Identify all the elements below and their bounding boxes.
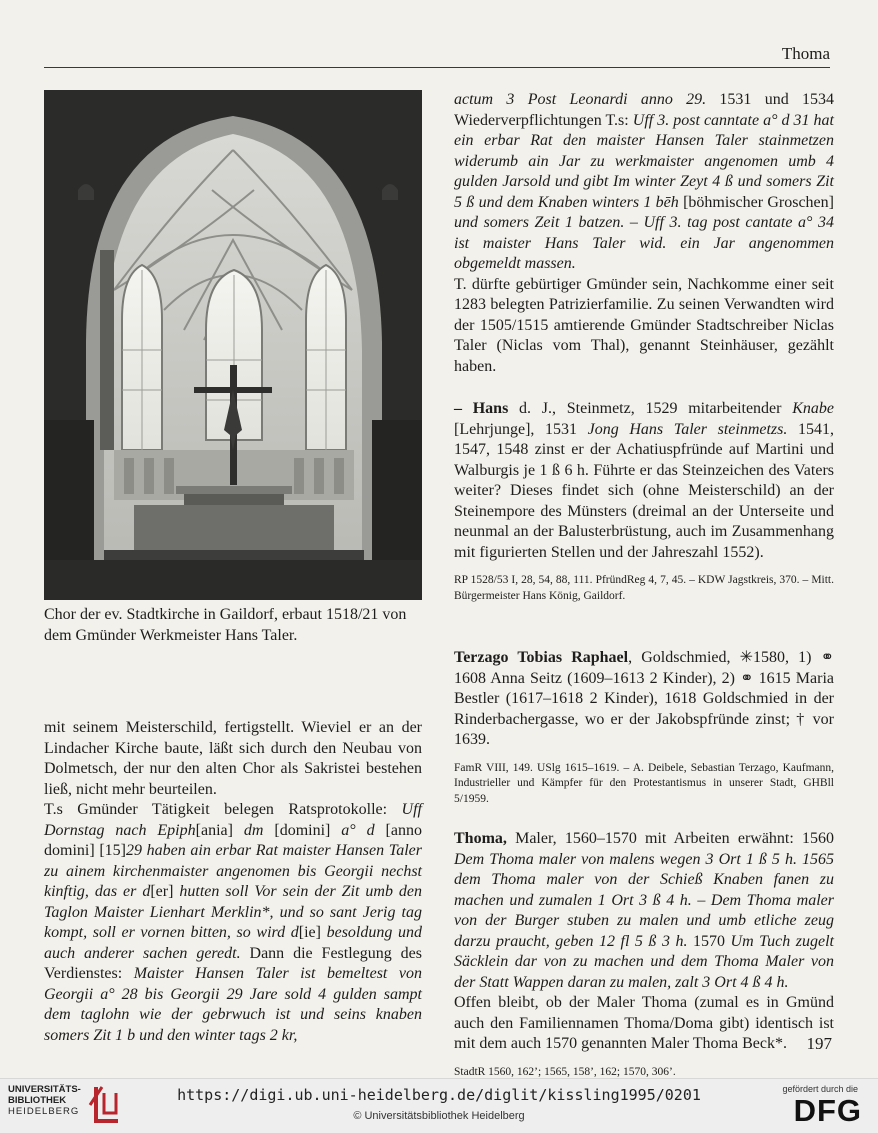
running-head: Thoma [781,44,830,63]
references: FamR VIII, 149. USlg 1615–1619. – A. Deibele, Sebastian Terzago, Kaufmann, Industrieller und Kämpfer für den Protestantismus in unserer Stadt, GHBll 5/1959. [454,761,834,805]
church-choir-photo [44,90,422,600]
document-url-link[interactable]: https://digi.ub.uni-heidelberg.de/diglit/kissling1995/0201 [177,1086,701,1104]
references: StadtR 1560, 162’; 1565, 158’, 162; 1570, 306’. [454,1065,676,1078]
viewer-footer [0,1078,878,1133]
references: RP 1528/53 I, 28, 54, 88, 111. PfründReg 4, 7, 45. – KDW Jagstkreis, 370. – Mitt. Bürgermeister Hans König, Gaildorf. [454,574,834,602]
right-column-text [454,90,834,1080]
photo-caption: Chor der ev. Stadtkirche in Gaildorf, erbaut 1518/21 von dem Gmünder Werkmeister Hans Taler. [44,606,407,644]
header-rule [44,67,830,68]
funder-label: gefördert durch die [782,1084,858,1094]
paragraph: Offen bleibt, ob der Maler Thoma (zumal es in Gmünd auch den Familiennamen Thoma/Doma gibt) identisch ist mit dem auch 1570 genannten Maler Thoma Beck*. [454,994,834,1052]
copyright-notice: © Universitätsbibliothek Heidelberg [353,1110,525,1122]
paragraph: T. dürfte gebürtiger Gmünder sein, Nachkomme einer seit 1283 belegten Patrizierfamilie. Zu seinen Verwandten wird der 1505/1515 amtierende Gmünder Stadtschreiber Niclas Taler (Niclas vom Thal), genannt Steinhäuser, gezählt haben. [454,275,834,375]
entry-thoma: Thoma, Maler, 1560–1570 mit Arbeiten erwähnt: 1560 Dem Thoma maler von malens wegen 3 Ort 1 ß 5 h. 1565 dem Thoma maler von der Schieß Knaben fanen zu machen und zumalen 1 Ort 3 ß 4 h. – Dem Thoma maler von der Burger stuben zu malen und umb etliche zeug darzu praucht, geben 12 fl 5 ß 3 h. 1570 Um Tuch zugelt Säcklein dar von zu machen und dem Thoma Maler von der Statt Wappen daran zu malen, zalt 3 Ort 4 ß 4 h. [454,830,834,991]
dfg-logo[interactable]: DFG [793,1093,862,1128]
paragraph: mit seinem Meisterschild, fertigstellt. Wieviel er an der Lindacher Kirche baute, läßt sich durch den Neubau von Dolmetsch, der nur den alten Chor als Sakristei bestehen ließ, nicht mehr beurteilen. [44,719,422,798]
paragraph: actum 3 Post Leonardi anno 29. 1531 und 1534 Wiederverpflichtungen T.s: Uff 3. post canntate a° d 31 hat ein erbar Rat den maister Hansen Taler stainmetzen widerumb ain Jar zu werkmaister angenomen umb 4 gulden Jarsold und gibt Im winter Zeyt 4 ß und somers Zit 5 ß und dem Knaben winters 1 bēh [böhmischer Groschen] und somers Zeit 1 batzen. – Uff 3. tag post cantate a° 34 ist maister Hans Taler wid. ein Jar angenommen obgemeldt massen. [454,91,835,272]
entry-terzago: Terzago Tobias Raphael, Goldschmied, ✳1580, 1) ⚭ 1608 Anna Seitz (1609–1613 2 Kinder), 2) ⚭ 1615 Maria Bestler (1617–1618 2 Kinder), 1618 Goldschmied in der Rinderbachergasse, wo er der Jakobspfründe zinst; † vor 1639. [454,649,834,748]
page-number: 197 [806,1034,832,1053]
left-column-text [44,718,422,1046]
library-logo-text: UNIVERSITÄTS- BIBLIOTHEK HEIDELBERG [8,1084,81,1117]
entry-hans: – Hans d. J., Steinmetz, 1529 mitarbeitender Knabe [Lehrjunge], 1531 Jong Hans Taler steinmetzs. 1541, 1547, 1548 zinst er der Achatiuspfründe auf Martini und Walburgis je 1 ß 6 h. Führte er das Steinzeichen des Vaters weiter? Dieses findet sich (ohne Meisterschild) an der Steinempore des Münsters (dreimal an der Unterseite und neunmal an der Balusterbrüstung, auch im Zusammenhang mit figurierten Stellen und der Jahreszahl 1552). [454,400,835,561]
paragraph: T.s Gmünder Tätigkeit belegen Ratsprotokolle: Uff Dornstag nach Epiph[ania] dm [domini] a° d [anno domini] [15]29 haben ain erbar Rat maister Hansen Taler zu ainem kirchenmaister angenomen bis Georgii nechst kinftig, das er d[er] hutten soll Vor sein der Zit umb den Taglon Maister Lienhart Merklin*, und so sant Jerig tag kompt, soll er vornen bitten, so wird d[ie] besoldung und auch anderer sachen geredt. Dann die Festlegung des Verdienstes: Maister Hansen Taler ist bemeltest von Georgii a° 28 bis Georgii 29 Jare sold 4 gulden sampt dem taglohn wie der gebrwuch ist und seins knaben somers Zit 1 b und den winter tags 2 kr, [44,801,423,1044]
